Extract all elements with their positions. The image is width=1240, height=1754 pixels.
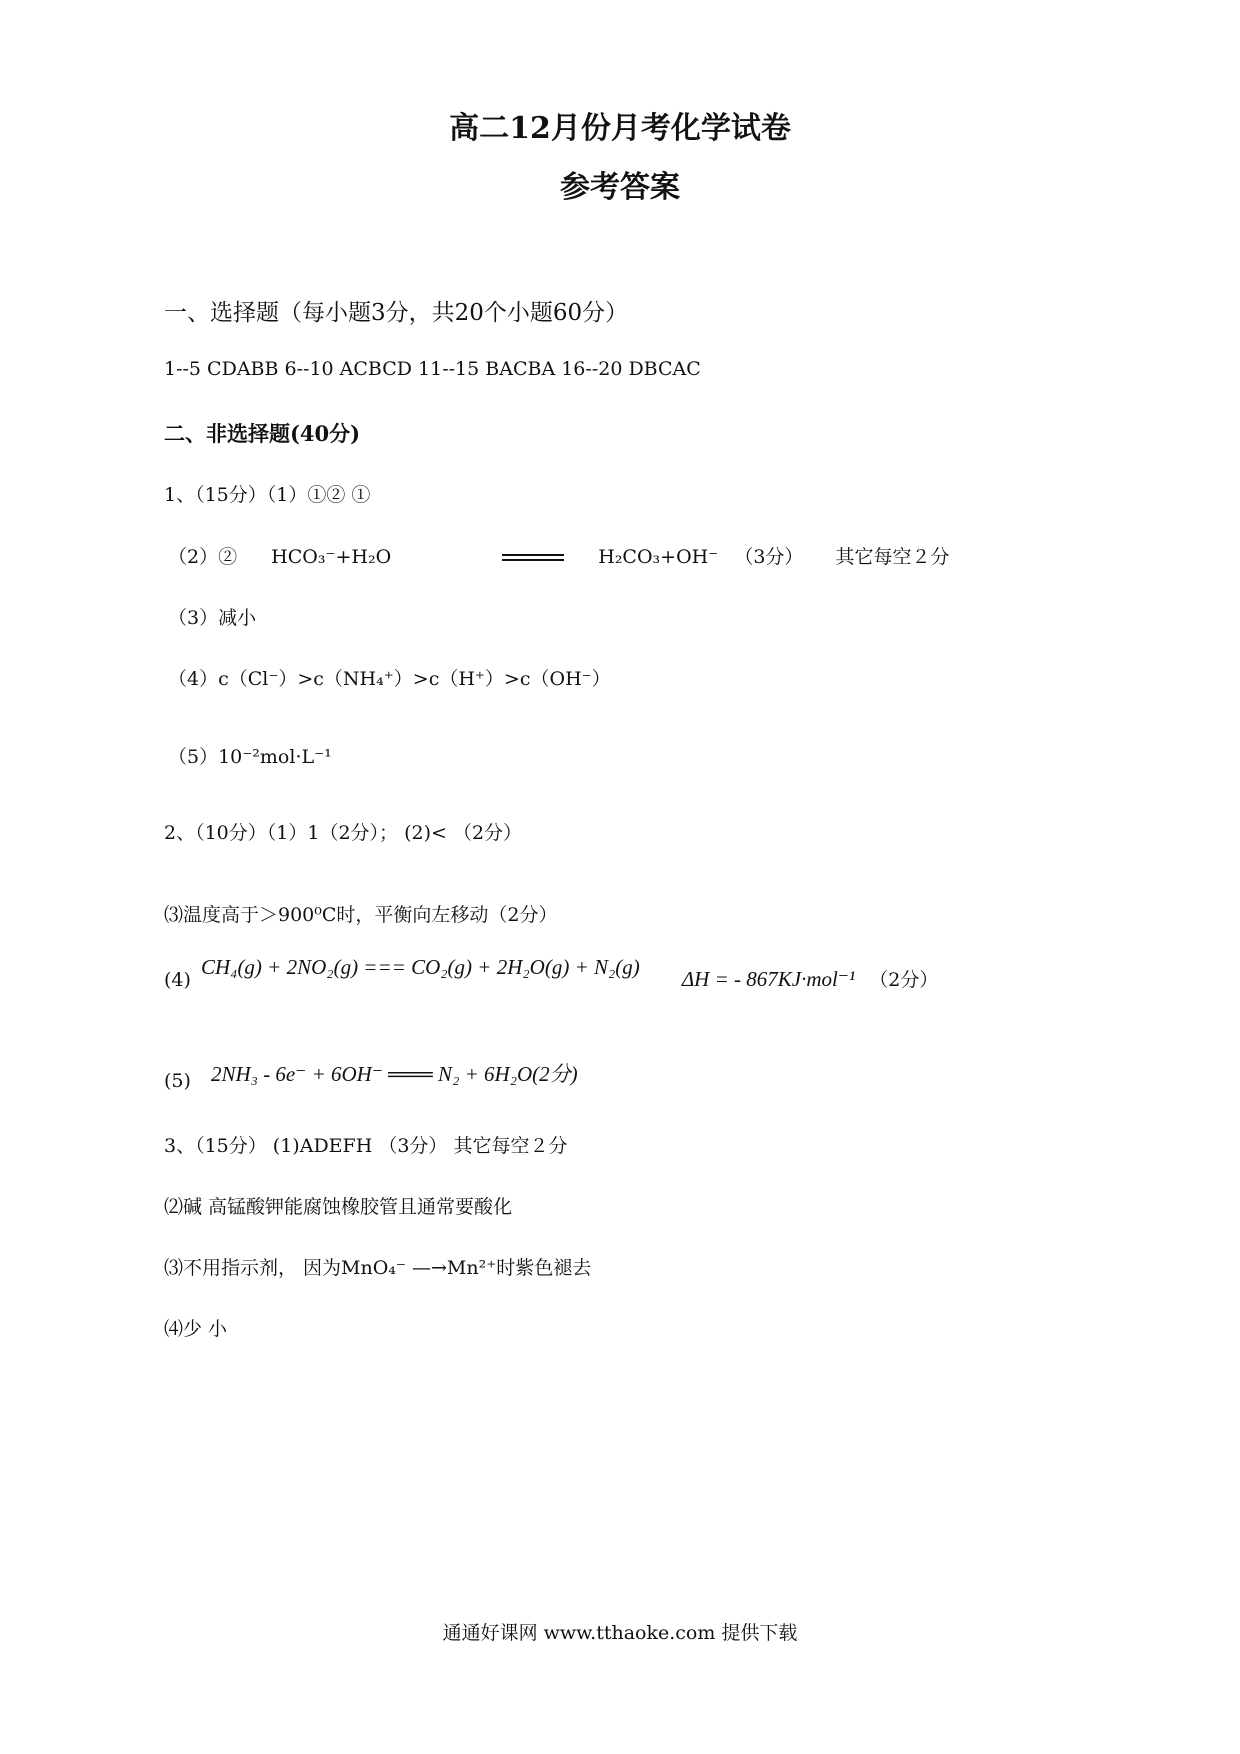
q1-line1: 1、（15分）（1）①② ① xyxy=(164,484,371,506)
q2-part5-equation: 2NH₃ - 6e⁻ + 6OH⁻ ═══ N₂ + 6H₂O(2分) xyxy=(210,1062,578,1086)
q2-part4-equation: CH₄(g) + 2NO₂(g) === CO₂(g) + 2H₂O(g) + N₂(g) xyxy=(200,955,640,979)
q1-part2-score: （3分） xyxy=(734,546,804,568)
q2-part4-label: (4) xyxy=(164,969,191,991)
q2-part5-label: (5) xyxy=(164,1070,191,1092)
q3-line1: 3、（15分） (1)ADEFH （3分） 其它每空２分 xyxy=(164,1135,568,1157)
q2-part4-enthalpy: ΔH = - 867KJ·mol⁻¹ xyxy=(681,967,856,991)
q2-part4 xyxy=(164,955,939,992)
q1-part2-left: HCO₃⁻+H₂O xyxy=(271,546,392,568)
page-title: 高二12月份月考化学试卷 xyxy=(449,111,791,146)
q3-part4: ⑷少 小 xyxy=(164,1318,228,1340)
q2-line1: 2、（10分）（1）1（2分）； (2)< （2分） xyxy=(164,822,523,844)
q2-part5 xyxy=(164,1064,578,1094)
section1-heading: 一、选择题（每小题3分，共20个小题60分） xyxy=(164,300,629,326)
q1-part2-right: H₂CO₃+OH⁻ xyxy=(598,546,719,568)
q2-part3: ⑶温度高于＞900⁰C时，平衡向左移动（2分） xyxy=(164,904,558,926)
q2-part4-score: （2分） xyxy=(869,969,939,991)
q1-part3: （3）减小 xyxy=(168,607,257,629)
q1-part2 xyxy=(168,542,949,569)
q3-part3: ⑶不用指示剂， 因为MnO₄⁻ —→Mn²⁺时紫色褪去 xyxy=(164,1257,592,1279)
q1-part2-label: （2）② xyxy=(168,546,238,568)
equilibrium-arrow-icon xyxy=(502,552,564,564)
q1-part2-note: 其它每空２分 xyxy=(835,546,950,568)
section2-heading: 二、非选择题(40分) xyxy=(164,421,361,446)
q3-part2: ⑵碱 高锰酸钾能腐蚀橡胶管且通常要酸化 xyxy=(164,1196,513,1218)
page-subtitle: 参考答案 xyxy=(560,170,680,205)
q1-part5: （5）10⁻²mol·L⁻¹ xyxy=(168,746,332,768)
choice-answers: 1--5 CDABB 6--10 ACBCD 11--15 BACBA 16--20 DBCAC xyxy=(164,358,701,380)
footer-credit: 通通好课网 www.tthaoke.com 提供下载 xyxy=(442,1622,798,1644)
q1-part4: （4）c（Cl⁻）>c（NH₄⁺）>c（H⁺）>c（OH⁻） xyxy=(168,668,611,690)
